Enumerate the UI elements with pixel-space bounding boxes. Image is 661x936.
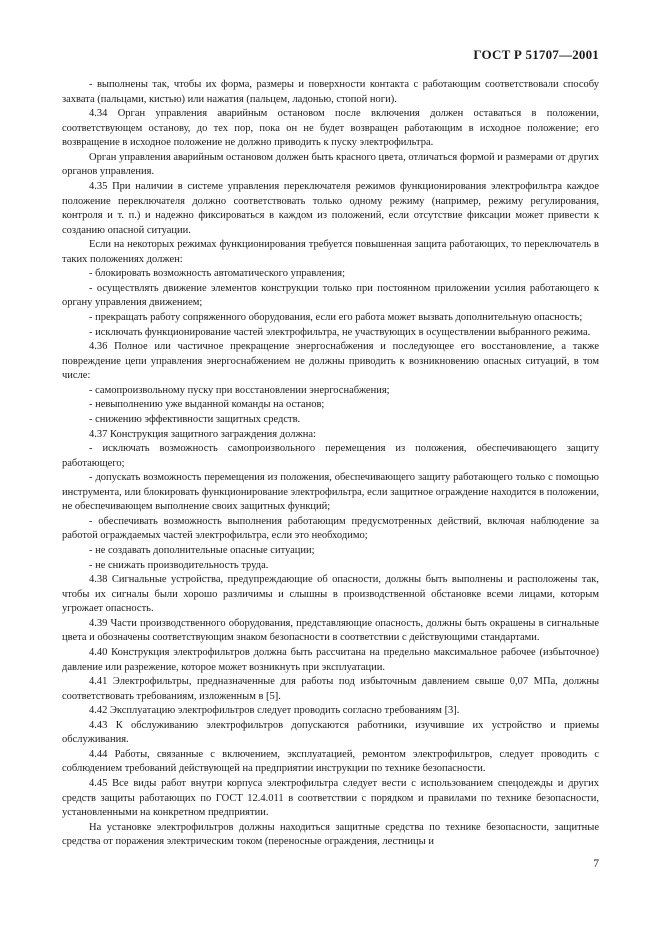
paragraph: - не создавать дополнительные опасные ситуации;: [89, 545, 315, 556]
paragraph: 4.34 Орган управления аварийным остановом после включения должен оставаться в положении, соответствующем останову, до тех пор, пока он не будет возвращен работающим в исходное положение; его возвращение в исходное положение не должно приводить к пуску электрофильтра.: [62, 108, 599, 149]
paragraph: 4.36 Полное или частичное прекращение энергоснабжения и последующее его восстановление, а также повреждение цепи управления энергоснабжением не должны приводить к возникновению опасных ситуаций, в том числе:: [62, 341, 599, 382]
paragraph: 4.45 Все виды работ внутри корпуса электрофильтра следует вести с использованием спецодежды и других средств защиты работающих по ГОСТ 12.4.011 в соответствии с порядком и правилами по технике безопасности, установленными на конкретном предприятии.: [62, 778, 599, 819]
paragraph: - осуществлять движение элементов конструкции только при постоянном приложении усилия работающего к органу управления движением;: [62, 282, 599, 309]
paragraph: - исключать функционирование частей электрофильтра, не участвующих в осуществлении выбранного режима.: [89, 326, 591, 338]
page-number: 7: [593, 858, 599, 870]
paragraph: - невыполнению уже выданной команды на останов;: [89, 399, 325, 411]
paragraph: - снижению эффективности защитных средств.: [89, 413, 301, 425]
paragraph: Если на некоторых режимах функционирования требуется повышенная защита работающих, то переключатель в таких положениях должен:: [62, 239, 599, 265]
paragraph: На установке электрофильтров должны находиться защитные средства по технике безопасности, защитные средства от поражения электрическим током (переносные ограждения, лестницы и: [62, 821, 599, 848]
paragraph: 4.41 Электрофильтры, предназначенные для работы под избыточным давлением свыше 0,07 МПа, должны соответствовать требованиям, изложенным в [5].: [62, 676, 599, 702]
standard-header: ГОСТ Р 51707—2001: [473, 47, 599, 62]
paragraph: 4.37 Конструкция защитного заграждения должна:: [89, 428, 316, 440]
paragraph: 4.43 К обслуживанию электрофильтров допускаются работники, изучившие их устройство и приемы обслуживания.: [62, 719, 599, 746]
paragraph: 4.35 При наличии в системе управления переключателя режимов функционирования электрофильтра каждое положение переключателя должно соответствовать только одному режиму (например, режиму регулирования, контроля и т. п.) и надежно фиксироваться в каждом из положений, если отсутствие фиксации может привести к созданию опасной ситуации.: [62, 180, 599, 236]
paragraph: - обеспечивать возможность выполнения работающим предусмотренных действий, включая наблюдение за работой ограждаемых частей электрофильтра, если это необходимо;: [62, 515, 599, 542]
paragraph: Орган управления аварийным остановом должен быть красного цвета, отличаться формой и размерами от других органов управления.: [62, 151, 599, 178]
paragraph: - выполнены так, чтобы их форма, размеры и поверхности контакта с работающим соответствовали способу захвата (пальцами, кистью) или нажатия (пальцем, ладонью, стопой ноги).: [62, 79, 599, 105]
paragraph: - не снижать производительность труда.: [89, 559, 269, 571]
document-body: [62, 78, 599, 850]
paragraph: 4.38 Сигнальные устройства, предупреждающие об опасности, должны быть выполнены и расположены так, чтобы их сигналы были хорошо различимы и слышны в производственной обстановке всеми лицами, которым угрожает опасность.: [62, 574, 599, 615]
paragraph: 4.44 Работы, связанные с включением, эксплуатацией, ремонтом электрофильтров, следует проводить с соблюдением требований действующей на предприятии инструкции по технике безопасности.: [62, 748, 599, 775]
paragraph: 4.40 Конструкция электрофильтров должна быть рассчитана на предельно максимальное рабочее (избыточное) давление или разрежение, которое может возникнуть при эксплуатации.: [62, 646, 599, 673]
paragraph: - исключать возможность самопроизвольного перемещения из положения, обеспечивающего защиту работающего;: [62, 443, 599, 469]
paragraph: - самопроизвольному пуску при восстановлении энергоснабжения;: [89, 384, 390, 396]
paragraph: - прекращать работу сопряженного оборудования, если его работа может вызвать дополнительную опасность;: [89, 312, 583, 323]
paragraph: 4.39 Части производственного оборудования, представляющие опасность, должны быть окрашены в сигнальные цвета и обозначены соответствующим знаком безопасности в соответствии с действующими стандартами.: [62, 617, 599, 644]
paragraph: - блокировать возможность автоматического управления;: [89, 268, 346, 280]
paragraph: 4.42 Эксплуатацию электрофильтров следует проводить согласно требованиям [3].: [89, 705, 460, 717]
paragraph: - допускать возможность перемещения из положения, обеспечивающего защиту работающего только с помощью инструмента, или блокировать функционирование электрофильтра, если защитное ограждение находится в положении, не обеспечивающем выполнение своих защитных функций;: [62, 472, 599, 513]
